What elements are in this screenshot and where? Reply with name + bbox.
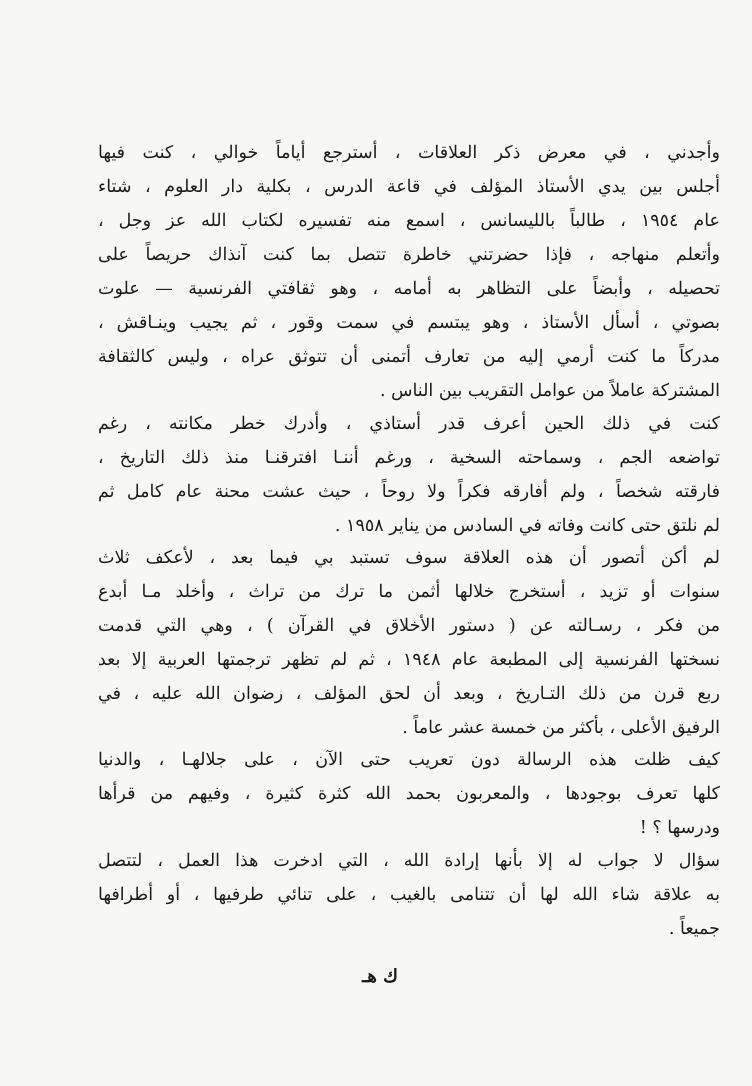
paragraph-line: كنت في ذلك الحين أعرف قدر أستاذي ، وأدرك خطر مكانته ، رغم <box>98 414 720 434</box>
paragraph-line: لم نلتق حتى كانت وفاته في السادس من يناير ١٩٥٨ . <box>334 516 720 536</box>
paragraph-5 <box>98 844 720 946</box>
paragraph-line: أجلس بين يدي الأستاذ المؤلف في قاعة الدرس ، بكلية دار العلوم ، شتاء <box>98 177 720 197</box>
paragraph-line: نسختها الفرنسية إلى المطبعة عام ١٩٤٨ ، ثم لم تظهر ترجمتها العربية إلا بعد <box>98 650 720 670</box>
paragraph-line: جميعاً . <box>668 919 720 939</box>
paragraph-line: سؤال لا جواب له إلا بأنها إرادة الله ، التي ادخرت هذا العمل ، لتتصل <box>98 851 720 871</box>
paragraph-line: بصوتي ، أسأل الأستاذ ، وهو يبتسم في سمت وقور ، ثم يجيب وينـاقش ، <box>98 313 720 333</box>
paragraph-line: مدركاً ما كنت أرمي إليه من تعارف أتمنى أن تتوثق عراه ، وليس كالثقافة <box>98 347 720 367</box>
paragraph-line: المشتركة عاملاً من عوامل التقريب بين الناس . <box>379 381 720 401</box>
paragraph-line: وأجدني ، في معرض ذكر العلاقات ، أسترجع أياماً خوالي ، كنت فيها <box>98 143 720 163</box>
paragraph-2 <box>98 407 720 543</box>
paragraph-line: الرفيق الأعلى ، بأكثر من خمسة عشر عاماً . <box>402 718 720 738</box>
paragraph-1 <box>98 136 720 408</box>
paragraph-line: تواضعه الجم ، وسماحته السخية ، ورغم أننـا افترقنـا منذ ذلك التاريخ ، <box>98 448 720 468</box>
paragraph-4 <box>98 743 720 845</box>
paragraph-line: كلها تعرف بوجودها ، والمعربون بحمد الله كثرة كثيرة ، وفيهم من قرأها <box>98 784 720 804</box>
paragraph-line: به علاقة شاء الله لها أن تتنامى بالغيب ، على تنائي طرفيها ، أو أطرافها <box>98 885 720 905</box>
paragraph-3 <box>98 541 720 745</box>
paragraph-line: سنوات أو تزيد ، أستخرج خلالها أثمن ما ترك من تراث ، وأخلد مـا أبدع <box>98 582 720 602</box>
paragraph-line: كيف ظلت هذه الرسالة دون تعريب حتى الآن ، على جلالهـا ، والدنيا <box>98 750 720 770</box>
paragraph-line: فارقته شخصاً ، ولم أفارقه فكراً ولا روحاً ، حيث عشت محنة عام كامل ثم <box>98 482 720 502</box>
paragraph-line: عام ١٩٥٤ ، طالباً بالليسانس ، اسمع منه تفسيره لكتاب الله عز وجل ، <box>98 211 720 231</box>
paragraph-line: تحصيله ، وأبضاً على التظاهر به أمامه ، وهو ثقافتي الفرنسية — علوت <box>98 279 720 299</box>
paragraph-line: ودرسها ؟ ! <box>639 818 720 838</box>
page-number: ك هـ <box>362 966 398 987</box>
paragraph-line: لم أكن أتصور أن هذه العلاقة سوف تستبد بي فيما بعد ، لأعكف ثلاث <box>98 548 720 568</box>
paragraph-line: من فكر ، رسـالته عن ( دستور الأخلاق في القرآن ) ، وهي التي قدمت <box>98 616 720 636</box>
paragraph-line: وأتعلم منهاجه ، فإذا حضرتني خاطرة تتصل بما كنت آنذاك حريصاً على <box>98 245 720 265</box>
paragraph-line: ربع قرن من ذلك التـاريخ ، وبعد أن لحق المؤلف ، رضوان الله عليه ، في <box>98 684 720 704</box>
